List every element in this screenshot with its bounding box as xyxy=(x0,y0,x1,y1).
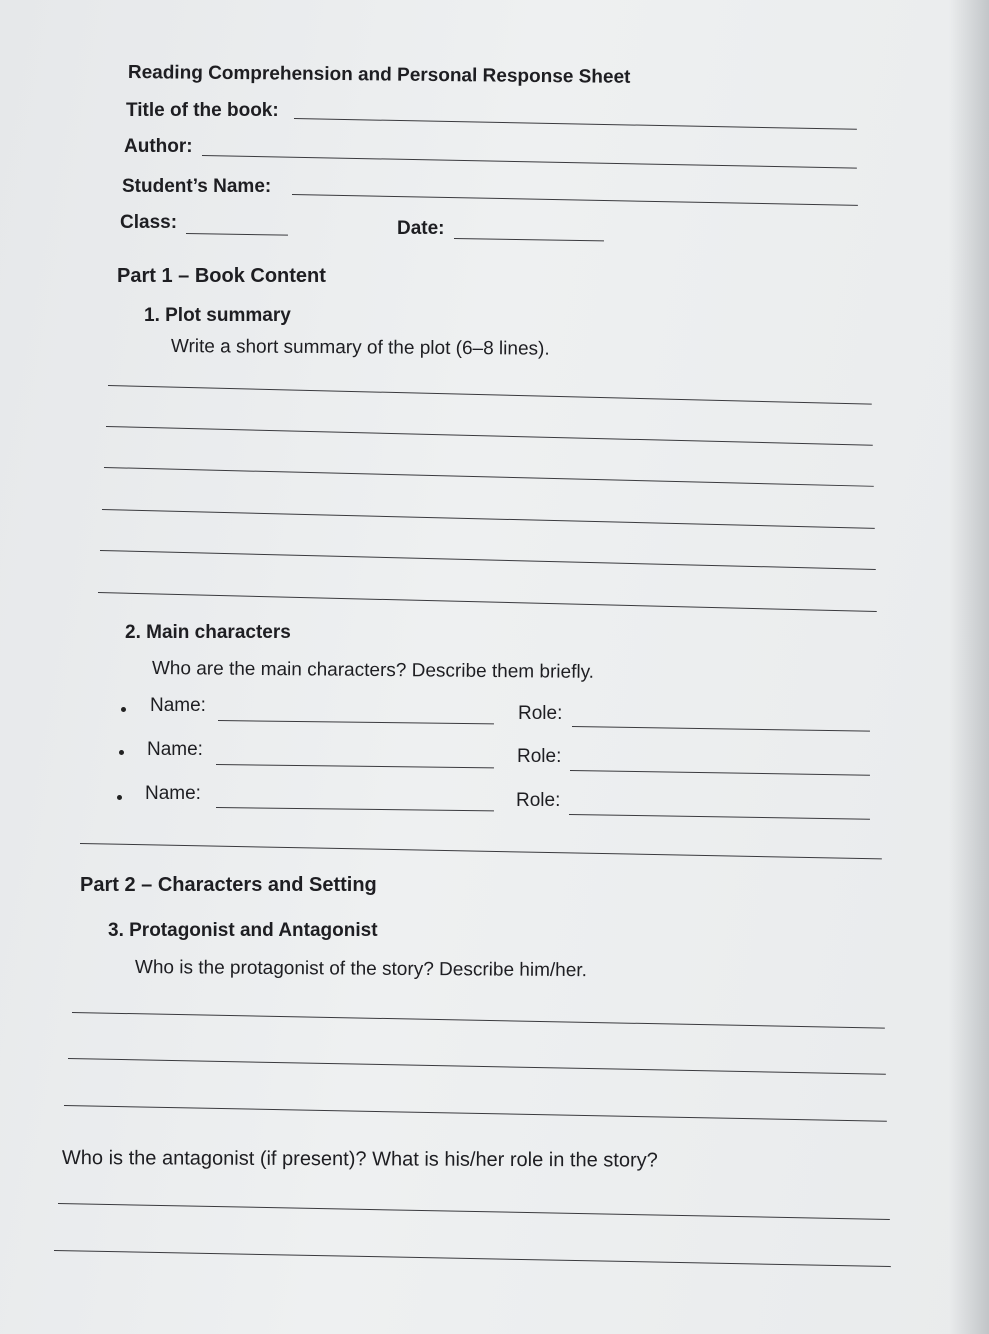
antagonist-line-1[interactable] xyxy=(58,1203,890,1220)
summary-line-6[interactable] xyxy=(98,592,877,612)
section-divider xyxy=(80,843,882,860)
character-2-role-line[interactable] xyxy=(570,770,870,776)
book-title-label: Title of the book: xyxy=(126,100,279,121)
antagonist-line-2[interactable] xyxy=(54,1250,891,1267)
sheet-title: Reading Comprehension and Personal Response Sheet xyxy=(127,62,631,88)
q2-prompt: Who are the main characters? Describe them briefly. xyxy=(151,658,595,683)
date-line[interactable] xyxy=(454,238,604,242)
bullet-1 xyxy=(121,707,126,712)
character-3-role-line[interactable] xyxy=(569,814,870,820)
class-line[interactable] xyxy=(186,233,288,236)
student-name-line[interactable] xyxy=(292,194,858,206)
q3-prompt: Who is the protagonist of the story? Describe him/her. xyxy=(134,957,587,982)
date-label: Date: xyxy=(397,218,445,239)
bullet-3 xyxy=(117,795,122,800)
part2-heading: Part 2 – Characters and Setting xyxy=(80,874,377,896)
q1-title: 1. Plot summary xyxy=(144,305,291,326)
page-edge-shadow xyxy=(949,0,989,1334)
student-name-label: Student’s Name: xyxy=(122,176,272,197)
q3-title: 3. Protagonist and Antagonist xyxy=(108,920,378,941)
character-1-name-label: Name: xyxy=(150,695,206,716)
character-3-name-line[interactable] xyxy=(216,807,494,812)
part1-heading: Part 1 – Book Content xyxy=(117,265,326,287)
summary-line-3[interactable] xyxy=(104,467,874,487)
character-1-name-line[interactable] xyxy=(218,720,494,725)
character-1-role-line[interactable] xyxy=(572,726,870,732)
character-1-role-label: Role: xyxy=(518,703,563,724)
protagonist-line-1[interactable] xyxy=(72,1012,885,1029)
character-2-role-label: Role: xyxy=(517,746,562,767)
character-3-name-label: Name: xyxy=(145,783,201,804)
summary-line-1[interactable] xyxy=(108,385,872,405)
summary-line-4[interactable] xyxy=(102,509,875,529)
class-label: Class: xyxy=(120,212,178,233)
protagonist-line-2[interactable] xyxy=(68,1058,886,1075)
character-3-role-label: Role: xyxy=(516,790,561,811)
bullet-2 xyxy=(119,750,124,755)
character-2-name-label: Name: xyxy=(147,739,203,760)
protagonist-line-3[interactable] xyxy=(64,1105,887,1122)
author-label: Author: xyxy=(124,136,193,157)
book-title-line[interactable] xyxy=(294,118,857,130)
summary-line-5[interactable] xyxy=(100,550,876,570)
q1-prompt: Write a short summary of the plot (6–8 lines). xyxy=(170,336,550,360)
character-2-name-line[interactable] xyxy=(216,764,494,769)
q2-title: 2. Main characters xyxy=(125,622,291,643)
antagonist-prompt: Who is the antagonist (if present)? What is his/her role in the story? xyxy=(61,1147,658,1172)
summary-line-2[interactable] xyxy=(106,426,873,446)
author-line[interactable] xyxy=(202,155,857,169)
